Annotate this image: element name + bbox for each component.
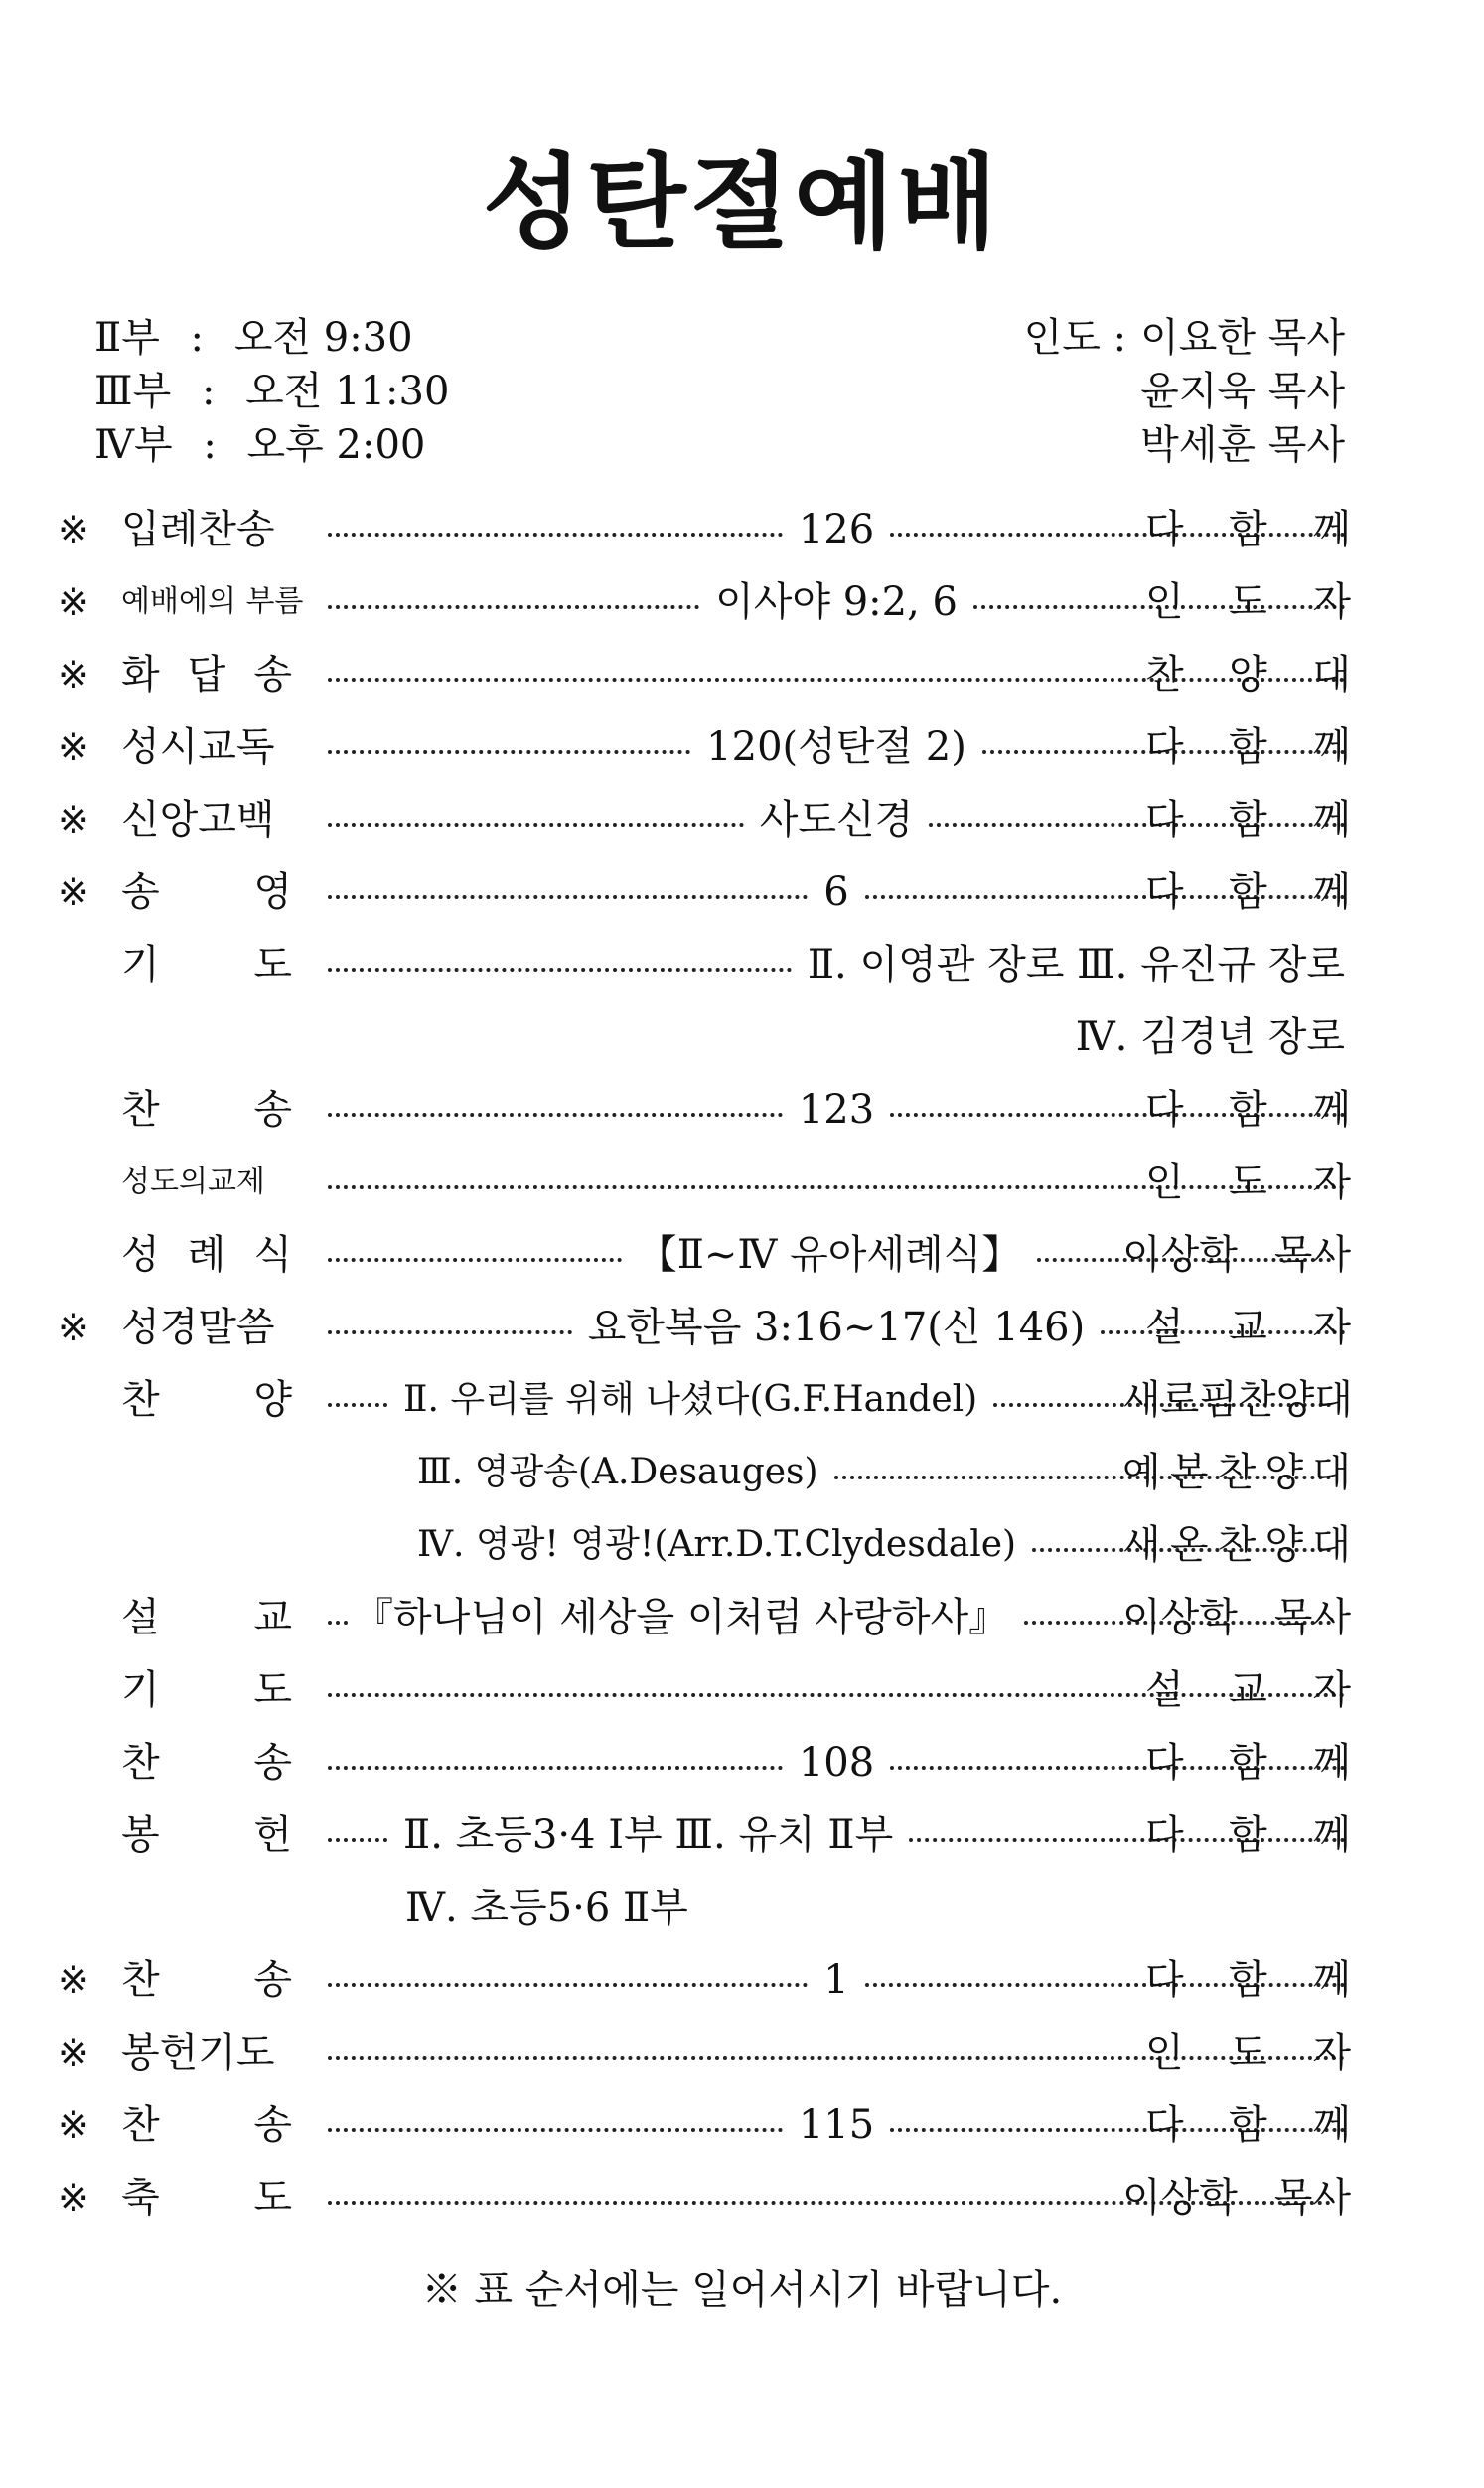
- service-part: Ⅳ부: [94, 422, 173, 468]
- order-responder: 설 교 자: [1145, 1305, 1351, 1350]
- order-label: 성 례 식: [121, 1232, 292, 1278]
- service-time-3: [94, 360, 449, 416]
- stand-mark: ※: [58, 580, 89, 624]
- order-label: 기 도: [121, 1667, 292, 1713]
- stand-mark: ※: [58, 1958, 89, 2002]
- order-content-text: Ⅱ. 이영관 장로 Ⅲ. 유진규 장로: [807, 942, 1345, 988]
- leader-dots: [328, 968, 792, 972]
- order-row: [0, 867, 1484, 917]
- order-content-text: 6: [823, 869, 849, 915]
- order-content-text: Ⅳ. 초등5·6 Ⅱ부: [405, 1885, 688, 1931]
- order-responder: 인 도 자: [1145, 579, 1351, 625]
- order-label: 기 도: [121, 942, 292, 988]
- stand-mark: ※: [58, 725, 89, 769]
- stand-mark: ※: [58, 798, 89, 842]
- stand-mark: ※: [58, 1306, 89, 1349]
- order-responder: 새 온 찬 양 대: [1122, 1522, 1351, 1568]
- order-responder: 다 함 께: [1145, 797, 1351, 843]
- leader-dots: [328, 1621, 348, 1625]
- order-content-text: 1: [823, 1957, 849, 2003]
- page-title: 성탄절예배: [482, 142, 1002, 263]
- order-responder: 새 로 핌 찬 양 대: [1122, 1377, 1353, 1423]
- order-row: [0, 650, 1484, 700]
- order-row: [0, 1012, 1484, 1062]
- order-content-text: 108: [798, 1740, 875, 1786]
- order-label: 찬 송: [121, 1087, 292, 1133]
- order-responder: 인 도 자: [1145, 2030, 1351, 2076]
- service-sep: :: [201, 369, 216, 414]
- leader-dots: [328, 1766, 783, 1770]
- stand-mark: ※: [58, 870, 89, 914]
- service-sep: :: [203, 422, 217, 468]
- order-row: [0, 2100, 1484, 2150]
- order-row: [0, 505, 1484, 554]
- order-label: 찬 송: [121, 2102, 292, 2148]
- order-row: [0, 1520, 1484, 1570]
- order-row: [0, 1158, 1484, 1207]
- order-content: [389, 1883, 1345, 1933]
- order-content-text: 『하나님이 세상을 이처럼 사랑하사』: [354, 1595, 1009, 1640]
- order-content-text: 【Ⅱ~Ⅳ 유아세례식】: [637, 1232, 1022, 1278]
- order-content-text: 115: [798, 2102, 875, 2148]
- order-row: [0, 940, 1484, 990]
- leader-1: [1024, 306, 1345, 363]
- order-content-text: 126: [798, 507, 875, 552]
- order-responder: 예 본 찬 양 대: [1122, 1450, 1351, 1495]
- order-row: [0, 1593, 1484, 1642]
- order-label: 설 교: [121, 1595, 292, 1640]
- service-time-2: [94, 306, 413, 363]
- order-label: 신앙고백: [121, 797, 275, 843]
- order-responder: 이상학 목사: [1122, 1232, 1351, 1278]
- order-responder: 다 함 께: [1145, 1087, 1351, 1133]
- service-sep: :: [190, 315, 205, 361]
- stand-mark: ※: [58, 653, 89, 697]
- service-part: Ⅲ부: [94, 369, 172, 414]
- leader-dots: [328, 1403, 387, 1407]
- order-label: 봉 헌: [121, 1812, 292, 1858]
- order-responder: 다 함 께: [1145, 2102, 1351, 2148]
- order-responder: 이상학 목사: [1122, 2175, 1351, 2221]
- service-time: 오후 2:00: [246, 422, 426, 468]
- order-row: [0, 577, 1484, 627]
- order-content: [328, 1012, 1345, 1062]
- order-content-text: 이사야 9:2, 6: [715, 579, 958, 625]
- leader-dots: [328, 2128, 783, 2132]
- order-content: [328, 940, 1345, 990]
- order-row: [0, 2028, 1484, 2078]
- order-responder: 다 함 께: [1145, 1740, 1351, 1786]
- order-responder: 다 함 께: [1145, 869, 1351, 915]
- order-row: [0, 1665, 1484, 1715]
- order-content-text: Ⅳ. 영광! 영광!(Arr.D.T.Clydesdale): [417, 1524, 1017, 1565]
- order-responder: 설 교 자: [1145, 1667, 1351, 1713]
- stand-mark: ※: [58, 508, 89, 551]
- leader-dots: [328, 1983, 808, 1987]
- leader-label: 인도 :: [1023, 315, 1127, 361]
- order-label: 찬 송: [121, 1740, 292, 1786]
- stand-mark: ※: [58, 2031, 89, 2075]
- order-content-text: Ⅱ. 초등3·4 Ⅰ부 Ⅲ. 유치 Ⅱ부: [403, 1812, 894, 1858]
- stand-mark: ※: [58, 2176, 89, 2220]
- order-label: 성도의교제: [121, 1165, 265, 1199]
- order-content-text: 123: [798, 1087, 875, 1133]
- order-content-text: Ⅲ. 영광송(A.Desauges): [417, 1452, 818, 1492]
- leader-dots: [328, 750, 690, 754]
- leader-dots: [328, 1113, 783, 1117]
- leader-dots: [328, 823, 744, 827]
- order-label: 봉헌기도: [121, 2030, 275, 2076]
- order-label: 찬 양: [121, 1377, 292, 1423]
- order-content-text: 사도신경: [759, 797, 914, 843]
- order-row: [0, 1738, 1484, 1788]
- order-row: [0, 2173, 1484, 2223]
- leader-dots: [328, 1330, 572, 1334]
- leader-name: 이요한 목사: [1140, 315, 1345, 361]
- order-row: [0, 1810, 1484, 1860]
- leader-dots: [328, 533, 783, 537]
- order-label: 축 도: [121, 2175, 292, 2221]
- service-time: 오전 11:30: [245, 369, 450, 414]
- order-label: 찬 송: [121, 1957, 292, 2003]
- order-responder: 다 함 께: [1145, 1812, 1351, 1858]
- service-time: 오전 9:30: [233, 315, 413, 361]
- order-responder: 다 함 께: [1145, 507, 1351, 552]
- leader-dots: [328, 605, 699, 609]
- leader-2: 윤지욱 목사: [1140, 369, 1345, 414]
- standing-note: ※ 표 순서에는 일어서시기 바랍니다.: [421, 2267, 1063, 2313]
- order-label: 성경말씀: [121, 1305, 275, 1350]
- order-content-text: Ⅱ. 우리를 위해 나셨다(G.F.Handel): [403, 1379, 978, 1420]
- order-label: 성시교독: [121, 724, 275, 770]
- order-label: 입례찬송: [121, 507, 275, 552]
- leader-dots: [328, 895, 808, 899]
- order-row: [0, 1448, 1484, 1497]
- service-part: Ⅱ부: [94, 315, 160, 361]
- leader-3: 박세훈 목사: [1140, 422, 1345, 468]
- order-responder: 이상학 목사: [1122, 1595, 1351, 1640]
- order-label: 예배에의 부름: [121, 584, 304, 619]
- order-row: [0, 795, 1484, 845]
- order-row: [0, 1230, 1484, 1280]
- leader-dots: [328, 1258, 622, 1262]
- order-content-text: Ⅳ. 김경년 장로: [1075, 1014, 1345, 1060]
- order-row: [0, 1883, 1484, 1933]
- order-content-text: 120(성탄절 2): [706, 724, 966, 770]
- order-row: [0, 722, 1484, 772]
- leader-dots: [328, 1838, 387, 1842]
- order-row: [0, 1085, 1484, 1135]
- order-label: 화 답 송: [121, 652, 292, 698]
- order-label: 송 영: [121, 869, 292, 915]
- order-row: [0, 1955, 1484, 2005]
- order-responder: 찬 양 대: [1145, 652, 1351, 698]
- order-content-text: 요한복음 3:16~17(신 146): [587, 1305, 1086, 1350]
- service-time-4: [94, 413, 425, 470]
- order-responder: 다 함 께: [1145, 724, 1351, 770]
- order-responder: 인 도 자: [1145, 1160, 1351, 1205]
- order-responder: 다 함 께: [1145, 1957, 1351, 2003]
- order-row: [0, 1375, 1484, 1425]
- order-row: [0, 1303, 1484, 1352]
- stand-mark: ※: [58, 2103, 89, 2147]
